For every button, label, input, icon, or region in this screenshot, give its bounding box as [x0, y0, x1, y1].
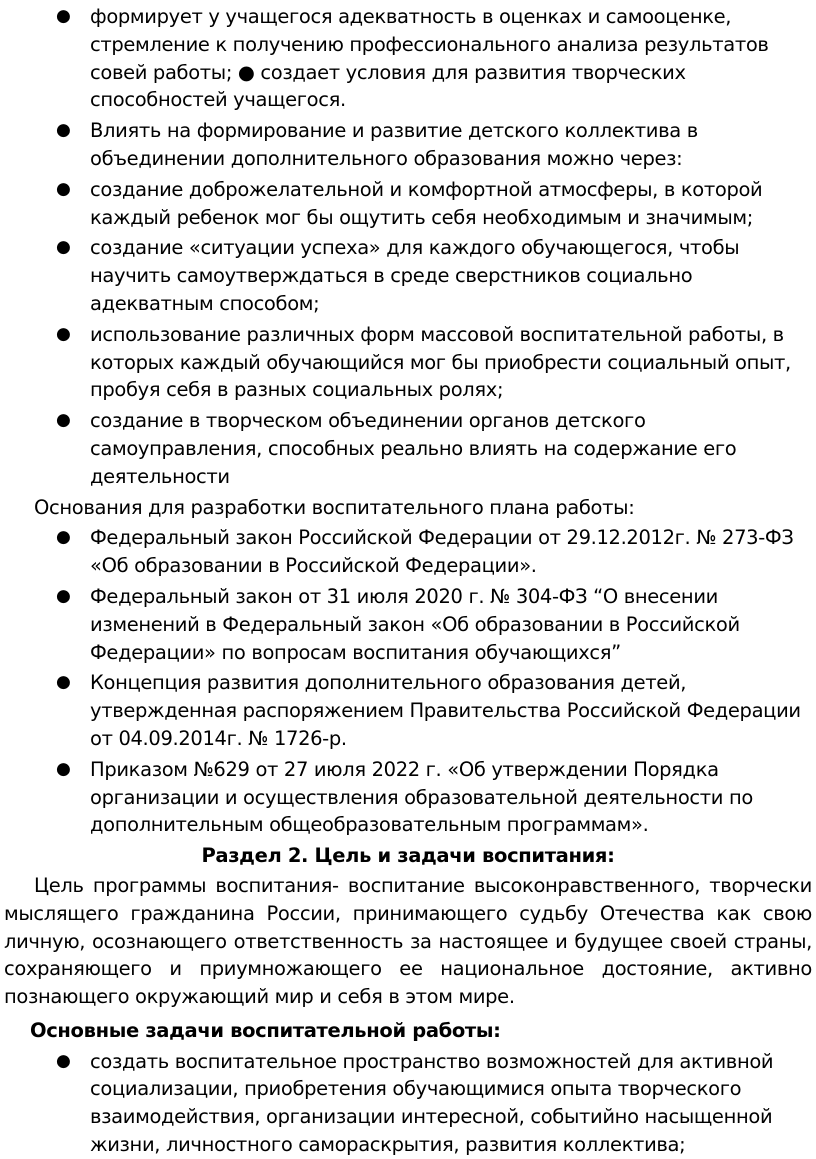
bullet-icon: ● — [56, 1050, 71, 1071]
bullet-icon: ● — [56, 237, 71, 258]
bullet-icon: ● — [56, 672, 71, 693]
list-item — [0, 176, 816, 232]
bullet-list-collective — [0, 3, 816, 491]
list-item — [0, 117, 816, 173]
list-item — [0, 321, 816, 404]
list-item-text: создать воспитательное пространство возможностей для активной социализации, приобретения обучающимися опыта творческого взаимодействия, организации интересной, событийно насыщенной жизни, личностного самораскрытия, развития коллектива; — [90, 1049, 774, 1157]
list-item-text: использование различных форм массовой воспитательной работы, в которых каждый обучающийся мог бы приобрести социальный опыт, пробуя себя в разных социальных ролях; — [90, 322, 791, 402]
bullet-icon: ● — [56, 120, 71, 141]
basis-title: Основания для разработки воспитательного плана работы: — [34, 495, 635, 519]
bullet-icon: ● — [56, 585, 71, 606]
list-item — [0, 583, 816, 666]
list-item-text: Концепция развития дополнительного образования детей, утвержденная распоряжением Правительства Российской Федерации от 04.09.2014г. № 1726-р. — [90, 671, 801, 750]
bullet-icon: ● — [56, 758, 71, 779]
list-item — [0, 3, 816, 114]
list-item — [0, 407, 816, 490]
list-item — [0, 234, 816, 317]
bullet-list-legal-basis — [0, 524, 816, 839]
list-item-text: Влиять на формирование и развитие детского коллектива в объединении дополнительного образования можно через: — [90, 119, 698, 170]
bullet-icon: ● — [56, 178, 71, 199]
bullet-icon: ● — [56, 410, 71, 431]
list-item — [0, 756, 816, 839]
list-item-text: Федеральный закон от 31 июля 2020 г. № 304-ФЗ “О внесении изменений в Федеральный закон «Об образовании в Российской Федерации» по вопросам воспитания обучающихся” — [90, 584, 740, 664]
list-item — [0, 524, 816, 580]
bullet-list-tasks — [0, 1048, 816, 1159]
bullet-icon: ● — [56, 323, 71, 344]
section-heading: Раздел 2. Цель и задачи воспитания: — [201, 844, 615, 868]
goal-paragraph: Цель программы воспитания- воспитание высоконравственного, творчески мыслящего гражданина России, принимающего судьбу Отечества как свою личную, осознающего ответственность за настоящее и будущее своей страны, сохраняющего и приумножающего ее национальное достояние, активно познающего окружающий мир и себя в этом мире. — [4, 873, 812, 1009]
list-item-text: формирует у учащегося адекватность в оценках и самооценке, стремление к получению профессионального анализа результатов совей работы; ● создает условия для развития творческих способностей учащегося. — [90, 5, 769, 112]
list-item-text: Приказом №629 от 27 июля 2022 г. «Об утверждении Порядка организации и осуществления образовательной деятельности по дополнительным общеобразовательным программам». — [90, 757, 753, 837]
list-item-text: создание «ситуации успеха» для каждого обучающегося, чтобы научить самоутверждаться в среде сверстников социально адекватным способом; — [90, 236, 740, 315]
list-item — [0, 669, 816, 752]
bullet-icon: ● — [56, 527, 71, 548]
list-item-text: Федеральный закон Российской Федерации от 29.12.2012г. № 273-ФЗ «Об образовании в Российской Федерации». — [90, 526, 794, 578]
list-item-text: создание в творческом объединении органов детского самоуправления, способных реально влиять на содержание его деятельности — [90, 409, 737, 488]
list-item — [0, 1048, 816, 1159]
tasks-title: Основные задачи воспитательной работы: — [30, 1018, 501, 1042]
list-item-text: создание доброжелательной и комфортной атмосферы, в которой каждый ребенок мог бы ощутить себя необходимым и значимым; — [90, 177, 763, 229]
bullet-icon: ● — [56, 6, 71, 26]
